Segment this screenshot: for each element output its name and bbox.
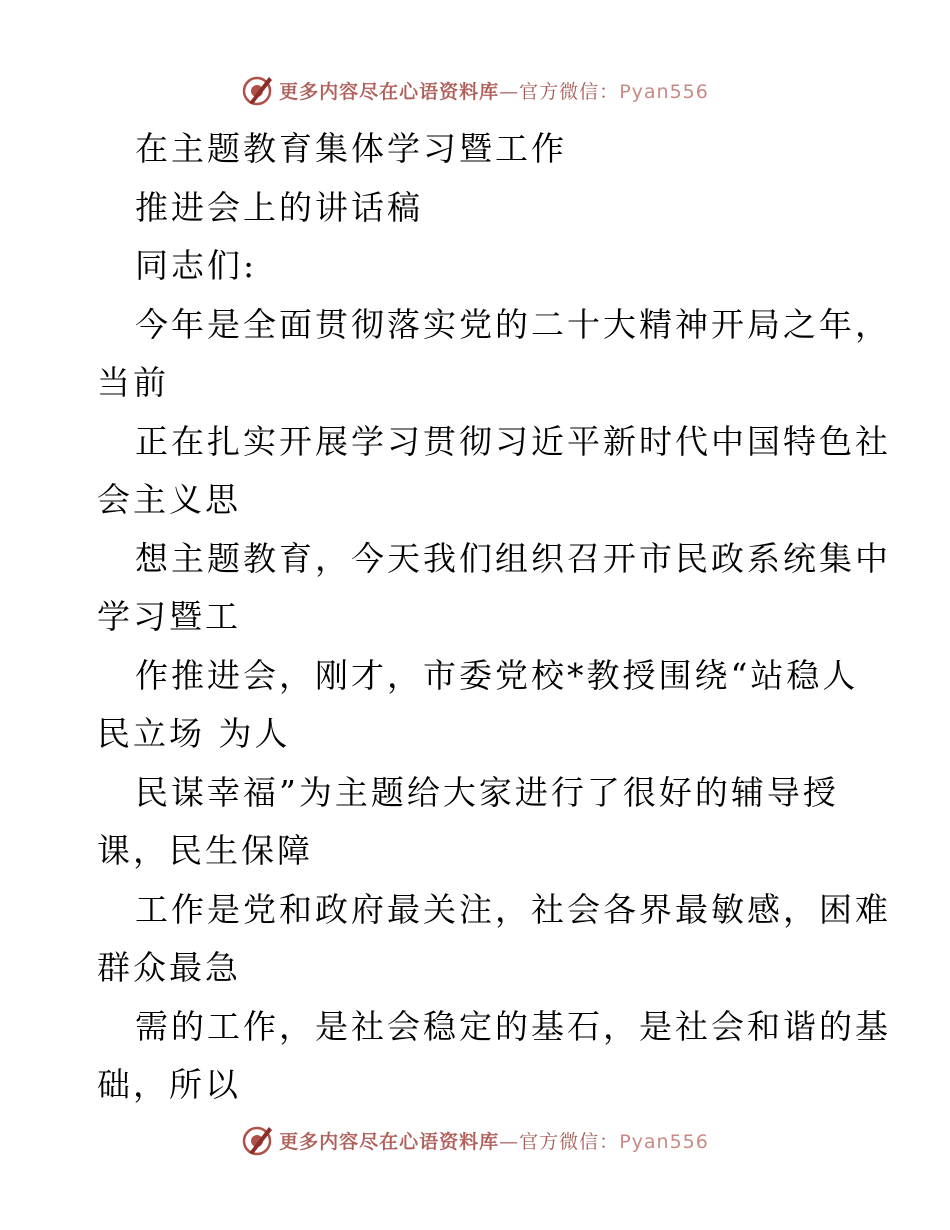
header-watermark bbox=[0, 70, 950, 110]
text-line: 今年是全面贯彻落实党的二十大精神开局之年， bbox=[135, 304, 891, 344]
text-line: 学习暨工 bbox=[97, 597, 241, 636]
watermark-text: 更多内容尽在心语资料库—官方微信：Pyan556 bbox=[279, 1130, 709, 1153]
text-line: 在主题教育集体学习暨工作 bbox=[135, 129, 567, 168]
text-line: 础，所以 bbox=[97, 1065, 241, 1104]
text-line: 民谋幸福”为主题给大家进行了很好的辅导授 bbox=[135, 772, 839, 812]
text-line: 推进会上的讲话稿 bbox=[135, 187, 423, 227]
footer-watermark bbox=[0, 1120, 950, 1160]
text-line: 工作是党和政府最关注，社会各界最敏感，困难 bbox=[135, 889, 891, 929]
text-line: 同志们: bbox=[135, 246, 258, 285]
text-line: 会主义思 bbox=[97, 480, 241, 519]
pen-logo-icon bbox=[241, 73, 275, 107]
text-line: 需的工作，是社会稳定的基石，是社会和谐的基 bbox=[135, 1006, 891, 1046]
text-line: 课，民生保障 bbox=[97, 831, 313, 870]
watermark-text: 更多内容尽在心语资料库—官方微信：Pyan556 bbox=[279, 80, 709, 103]
pen-logo-icon bbox=[241, 1123, 275, 1157]
text-line: 当前 bbox=[97, 363, 169, 402]
text-line: 民立场 为人 bbox=[97, 714, 291, 753]
text-line: 正在扎实开展学习贯彻习近平新时代中国特色社 bbox=[135, 421, 891, 461]
text-line: 作推进会，刚才，市委党校*教授围绕“站稳人 bbox=[135, 655, 859, 695]
text-line: 群众最急 bbox=[97, 948, 241, 987]
text-line: 想主题教育，今天我们组织召开市民政系统集中 bbox=[135, 538, 891, 578]
